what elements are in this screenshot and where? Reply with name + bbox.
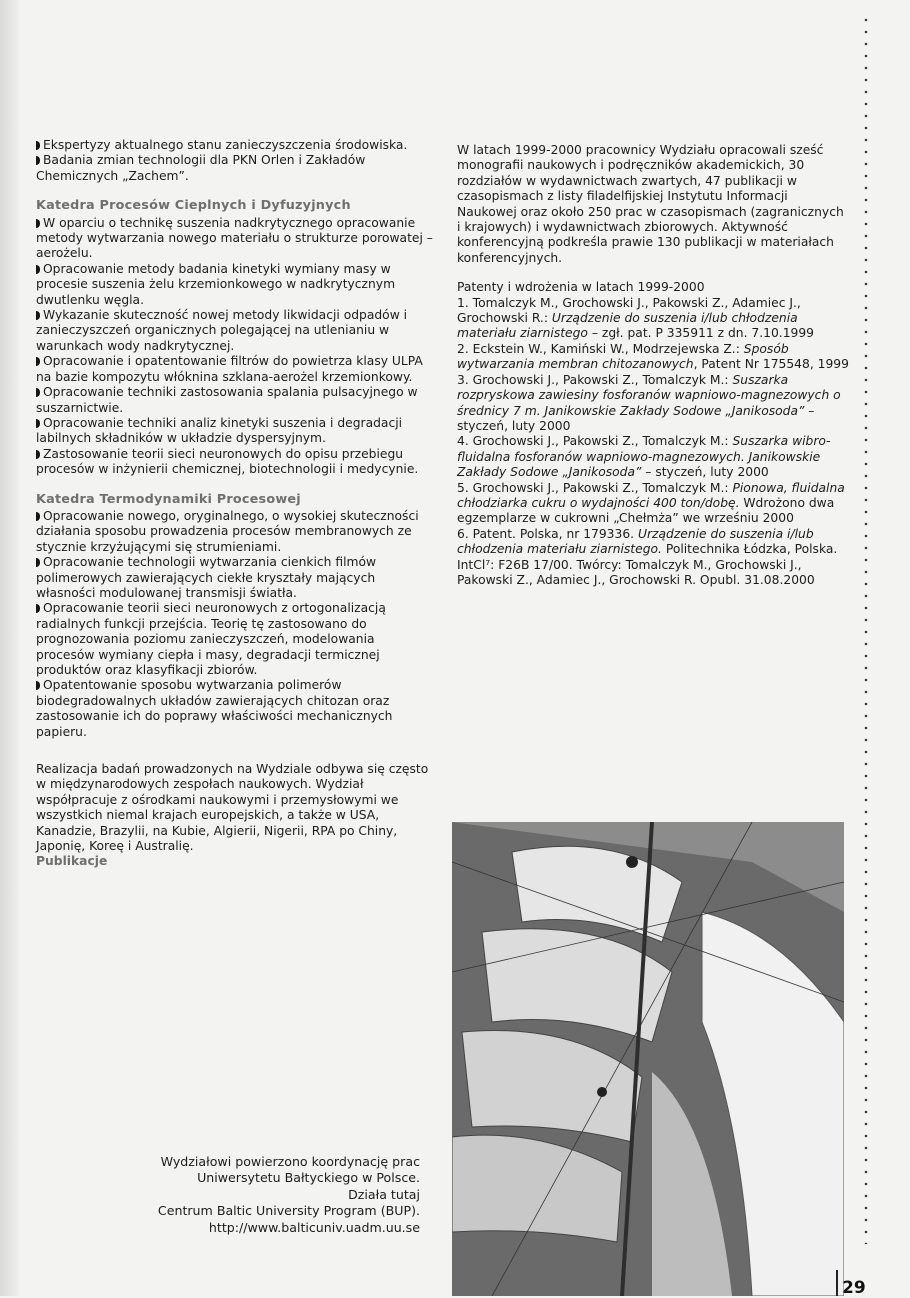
sails-illustration [452,822,844,1296]
bullet-icon [36,156,40,165]
list-item: Opracowanie techniki analiz kinetyki suszenia i degradacji labilnych składników w układzie dyspersyjnym. [36,415,403,446]
bup-url: http://www.balticuniv.uadm.uu.se [208,1219,420,1235]
patent-entry: 6. Patent. Polska, nr 179336. Urządzenie do suszenia i/lub chłodzenia materiału ziarnistego. Politechnika Łódzka, Polska. IntCl⁷: F26B 17/00. Twórcy: Tomalczyk M., Grochowski J., Pakowski Z., Adamiec J., Grochowski R. Opubl. 31.08.2000 [457,526,838,587]
bullet-icon [36,512,40,521]
bullet-icon [36,450,40,459]
bullet-icon [36,219,40,228]
bullet-icon [36,681,40,690]
bullet-icon [36,604,40,613]
list-item: Ekspertyzy aktualnego stanu zanieczyszczenia środowiska. [36,138,436,153]
list-item: Opatentowanie sposobu wytwarzania polimerów biodegradowalnych układów zawierających chitozan oraz zastosowanie ich do poprawy właściwości mechanicznych papieru. [36,678,393,739]
cooperation-paragraph: Realizacja badań prowadzonych na Wydziale odbywa się często w międzynarodowych zespołach naukowych. Wydział współpracuje z ośrodkami naukowymi i przemysłowymi we wszystkich niemal krajach europejskich, a także w USA, Kanadzie, Brazylii, na Kubie, Algierii, Nigerii, RPA po Chiny, Japonię, Koreę i Australię. [36,762,429,854]
bup-caption: Wydziałowi powierzono koordynację prac Uniwersytetu Bałtyckiego w Polsce. Działa tutaj Centrum Baltic University Program (BUP). http://www.balticuniv.uadm.uu.se [100,1154,420,1236]
list-item: Opracowanie techniki zastosowania spalania pulsacyjnego w suszarnictwie. [36,385,418,415]
list-item: Opracowanie nowego, oryginalnego, o wysokiej skuteczności działania sposobu prowadzenia procesów membranowych ze stycznie krzyżującymi się strumieniami. [36,508,419,554]
section-list [36,216,436,478]
section-list [36,509,436,740]
list-item: Badania zmian technologii dla PKN Orlen i Zakładów Chemicznych „Zachem”. [36,153,366,183]
right-column [457,143,849,588]
section-heading: Katedra Termodynamiki Procesowej [36,491,301,507]
list-item: Opracowanie metody badania kinetyki wymiany masy w procesie suszenia żelu krzemionkowego w nadkrytycznym dwutlenku węgla. [36,261,396,307]
patents-title: Patenty i wdrożenia w latach 1999-2000 [457,280,705,295]
sailing-ship-photo [452,822,844,1296]
patents-list [457,296,849,589]
list-item: Opracowanie teorii sieci neuronowych z ortogonalizacją radialnych funkcji przejścia. Teorię tę zastosowano do prognozowania poziomu zanieczyszczeń, modelowania procesów wymiany ciepła i masy, degradacji termicznej produktów oraz klasyfikacji zbiorów. [36,601,386,677]
left-column [36,138,436,870]
patent-entry: 1. Tomalczyk M., Grochowski J., Pakowski Z., Adamiec J., Grochowski R.: Urządzenie do suszenia i/lub chłodzenia materiału ziarnistego – zgł. pat. P 335911 z dn. 7.10.1999 [457,295,814,341]
list-item: Opracowanie technologii wytwarzania cienkich filmów polimerowych zawierających ciekłe kryształy mających własności modulowanej transmisji światła. [36,555,377,600]
publications-label: Publikacje [36,854,108,869]
list-item: Wykazanie skuteczność nowej metody likwidacji odpadów i zanieczyszczeń organicznych polegającej na utlenianiu w warunkach wody nadkrytycznej. [36,308,408,353]
dotted-margin-line [864,14,868,1244]
page-spine-shadow [0,0,22,1296]
bullet-icon [36,311,40,320]
patent-entry: 2. Eckstein W., Kamiński W., Modrzejewska Z.: Sposób wytwarzania membran chitozanowych, Patent Nr 175548, 1999 [457,341,849,372]
bullet-icon [36,265,40,274]
intro-list [36,138,436,184]
bullet-icon [36,357,40,366]
list-item: Zastosowanie teorii sieci neuronowych do opisu przebiegu procesów w inżynierii chemicznej, biotechnologii i medycynie. [36,446,419,477]
bullet-icon [36,141,40,150]
page-number: 29 [842,1278,866,1298]
bullet-icon [36,419,40,428]
section-heading: Katedra Procesów Cieplnych i Dyfuzyjnych [36,198,351,214]
patent-entry: 5. Grochowski J., Pakowski Z., Tomalczyk M.: Pionowa, fluidalna chłodziarka cukru o wydajności 400 ton/dobę. Wdrożono dwa egzemplarze w cukrowni „Chełmża” we wrześniu 2000 [457,480,845,526]
bullet-icon [36,558,40,567]
list-item: W oparciu o technikę suszenia nadkrytycznego opracowanie metody wytwarzania nowego materiału o strukturze porowatej – aerożelu. [36,215,433,261]
list-item: Opracowanie i opatentowanie filtrów do powietrza klasy ULPA na bazie kompozytu włóknina szklana-aerożel krzemionkowy. [36,354,423,384]
publications-summary: W latach 1999-2000 pracownicy Wydziału opracowali sześć monografii naukowych i podręczników akademickich, 30 rozdziałów w wydawnictwach zwartych, 47 publikacji w czasopismach z listy filadelfijskiej Instytutu Informacji Naukowej oraz około 250 prac w czasopismach (zagranicznych i krajowych) i wydawnictwach zbiorowych. Aktywność konferencyjną podkreśla prawie 130 publikacji w materiałach konferencyjnych. [457,143,844,265]
page-number-bar [836,1270,838,1296]
patent-entry: 3. Grochowski J., Pakowski Z., Tomalczyk M.: Suszarka rozpryskowa zawiesiny fosforanów wapniowo-magnezowych o średnicy 7 m. Janikowskie Zakłady Sodowe „Janikosoda” – styczeń, luty 2000 [457,372,841,433]
bullet-icon [36,388,40,397]
patent-entry: 4. Grochowski J., Pakowski Z., Tomalczyk M.: Suszarka wibro-fluidalna fosforanów wapniowo-magnezowych. Janikowskie Zakłady Sodowe „Janikosoda” – styczeń, luty 2000 [457,434,831,480]
